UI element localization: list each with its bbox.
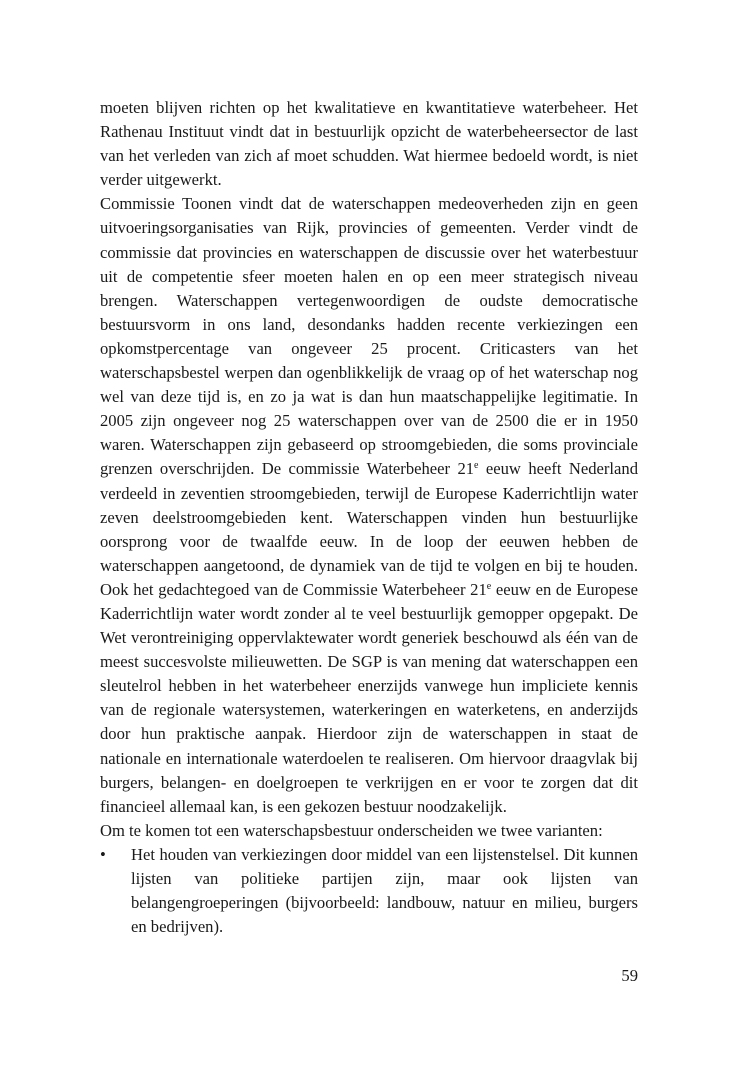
list-item-text: Het houden van verkiezingen door middel van een lijstenstelsel. Dit kunnen lijsten van politieke partijen zijn, maar ook lijsten van belangengroeperingen (bijvoorbeeld: landbouw, natuur en milieu, burgers en bedrijven).: [131, 844, 638, 937]
paragraph-text-part-1: Commissie Toonen vindt dat de waterschappen medeoverheden zijn en geen uitvoeringsorganisaties van Rijk, provincies of gemeenten. Verder vindt de commissie dat provincies en waterschappen de discussie over het waterbestuur uit de competentie sfeer moeten halen en op een meer strategisch niveau brengen. Waterschappen vertegenwoordigen de oudste democratische bestuursvorm in ons land, desondanks hadden recente verkiezingen een opkomstpercentage van ongeveer 25 procent. Criticasters van het waterschapsbestel werpen dan ogenblikkelijk de vraag op of het waterschap nog wel van deze tijd is, en zo ja wat is dan hun maatschappelijke legitimatie. In 2005 zijn ongeveer nog 25 waterschappen over van de 2500 die er in 1950 waren. Waterschappen zijn gebaseerd op stroomgebieden, die soms provinciale grenzen overschrijden. De commissie Waterbeheer 21: [100, 194, 638, 479]
list-item: [100, 843, 638, 939]
paragraph-rathenau: moeten blijven richten op het kwalitatieve en kwantitatieve waterbeheer. Het Rathenau Instituut vindt dat in bestuurlijk opzicht de waterbeheersector de last van het verleden van zich af moet schudden. Wat hiermee bedoeld wordt, is niet verder uitgewerkt.: [100, 98, 638, 190]
bullet-icon: •: [100, 844, 106, 864]
bullet-list: [100, 843, 638, 939]
paragraph-commissie-toonen: [100, 192, 638, 818]
superscript-e: e: [486, 580, 492, 592]
paragraph-text-part-2: eeuw heeft Nederland verdeeld in zeventien stroomgebieden, terwijl de Europese Kaderrichtlijn water zeven deelstroomgebieden kent. Waterschappen vinden hun bestuurlijke oorsprong voor de twaalfde eeuw. In de loop der eeuwen hebben de waterschappen aangetoond, de dynamiek van de tijd te volgen en bij te houden. Ook het gedachtegoed van de Commissie Waterbeheer 21: [100, 459, 638, 599]
document-body: [100, 96, 638, 939]
paragraph-varianten: Om te komen tot een waterschapsbestuur onderscheiden we twee varianten:: [100, 820, 603, 840]
page-number: 59: [621, 966, 638, 985]
paragraph-text-part-3: eeuw en de Europese Kaderrichtlijn water wordt zonder al te veel bestuurlijk gemopper opgepakt. De Wet verontreiniging oppervlaktewater wordt generiek beschouwd als één van de meest succesvolste milieuwetten. De SGP is van mening dat waterschappen een sleutelrol hebben in het waterbeheer enerzijds vanwege hun impliciete kennis van de regionale watersystemen, waterkeringen en waterketens, en anderzijds door hun praktische aanpak. Hierdoor zijn de waterschappen in staat de nationale en internationale waterdoelen te realiseren. Om hiervoor draagvlak bij burgers, belangen- en doelgroepen te verkrijgen en er voor te zorgen dat dit financieel allemaal kan, is een gekozen bestuur noodzakelijk.: [100, 579, 638, 816]
superscript-e: e: [474, 460, 479, 472]
